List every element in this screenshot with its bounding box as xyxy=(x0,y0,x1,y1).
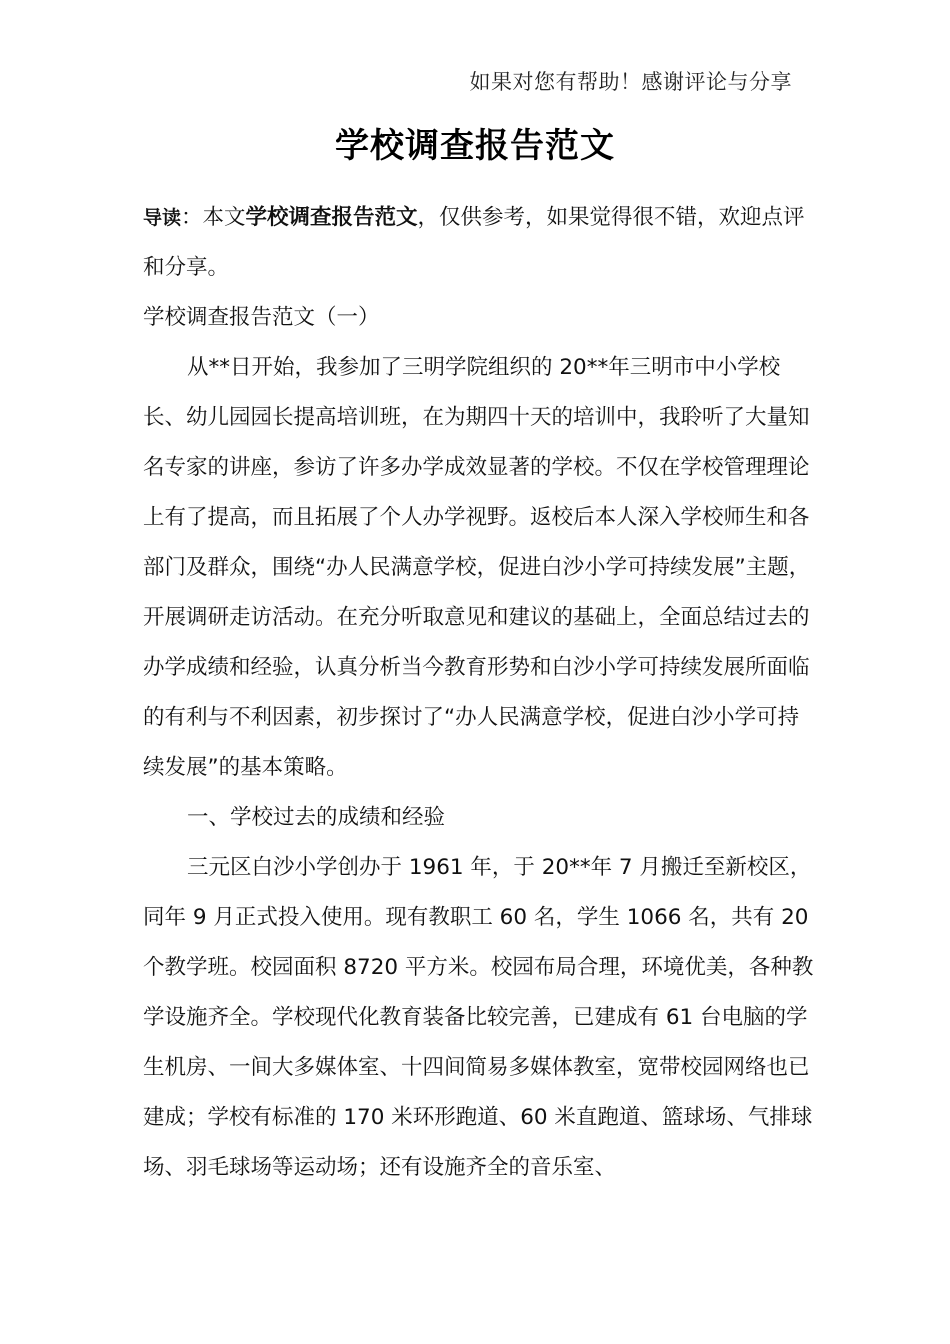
paragraph-1: 从**日开始，我参加了三明学院组织的 20**年三明市中小学校长、幼儿园园长提高培训班，在为期四十天的培训中，我聆听了大量知名专家的讲座，参访了许多办学成效显著的学校。不仅在学校管理理论上有了提高，而且拓展了个人办学视野。返校后本人深入学校师生和各部门及群众，围绕“办人民满意学校，促进白沙小学可持续发展”主题，开展调研走访活动。在充分听取意见和建议的基础上，全面总结过去的办学成绩和经验，认真分析当今教育形势和白沙小学可持续发展所面临的有利与不利因素，初步探讨了“办人民满意学校，促进白沙小学可持续发展”的基本策略。 xyxy=(143,355,811,780)
intro-label: 导读 xyxy=(143,207,182,229)
header-note: 如果对您有帮助！感谢评论与分享 xyxy=(469,70,792,94)
document-body xyxy=(143,193,815,1193)
intro-bold-title: 学校调查报告范文 xyxy=(245,205,418,230)
intro-paragraph xyxy=(143,193,815,293)
heading-1: 一、学校过去的成绩和经验 xyxy=(187,805,446,830)
intro-rest: ，仅供参考，如果觉得很不错，欢迎点评和分享。 xyxy=(143,205,805,280)
section-title: 学校调查报告范文（一） xyxy=(143,305,380,330)
page-title: 学校调查报告范文 xyxy=(335,126,615,166)
intro-sep: ：本文 xyxy=(181,205,246,230)
paragraph-2: 三元区白沙小学创办于 1961 年，于 20**年 7 月搬迁至新校区，同年 9 月正式投入使用。现有教职工 60 名，学生 1066 名，共有 20 个教学班。校园面积 8720 平方米。校园布局合理，环境优美，各种教学设施齐全。学校现代化教育装备比较完善，已建成有 61 台电脑的学生机房、一间大多媒体室、十四间简易多媒体教室，宽带校园网络也已建成；学校有标准的 170 米环形跑道、60 米直跑道、篮球场、气排球场、羽毛球场等运动场；还有设施齐全的音乐室、 xyxy=(143,855,814,1180)
